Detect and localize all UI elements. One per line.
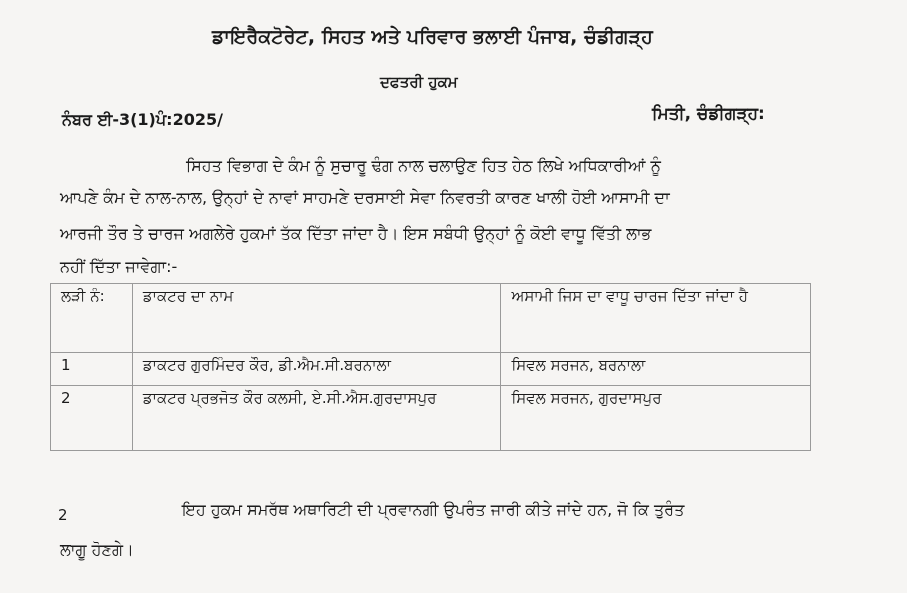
paragraph1-line: ਆਪਣੇ ਕੰਮ ਦੇ ਨਾਲ-ਨਾਲ, ਉਨ੍ਹਾਂ ਦੇ ਨਾਵਾਂ ਸਾਹਮਣੇ ਦਰਸਾਈ ਸੇਵਾ ਨਿਵਰਤੀ ਕਾਰਣ ਖਾਲੀ ਹੋਈ ਆਸਾਮੀ ਦਾ [60,188,670,207]
cell-serial: 2 [51,386,133,451]
date-label: ਮਿਤੀ, ਚੰਡੀਗੜ੍ਹ: [652,104,765,124]
table-row [51,386,811,451]
paragraph2-line: ਇਹ ਹੁਕਮ ਸਮਰੱਥ ਅਥਾਰਿਟੀ ਦੀ ਪ੍ਰਵਾਨਗੀ ਉਪਰੰਤ ਜਾਰੀ ਕੀਤੇ ਜਾਂਦੇ ਹਨ, ਜੋ ਕਿ ਤੁਰੰਤ [182,500,685,519]
cell-post: ਸਿਵਲ ਸਰਜਨ, ਗੁਰਦਾਸਪੁਰ [501,386,811,451]
officers-table [50,283,811,451]
cell-post: ਸਿਵਲ ਸਰਜਨ, ਬਰਨਾਲਾ [501,353,811,386]
table-header-row [51,284,811,353]
table-row [51,353,811,386]
paragraph2-number: 2 [58,506,68,524]
header-doctor-name: ਡਾਕਟਰ ਦਾ ਨਾਮ [132,284,501,353]
office-order-heading: ਦਫਤਰੀ ਹੁਕਮ [380,73,458,91]
paragraph1-line: ਸਿਹਤ ਵਿਭਾਗ ਦੇ ਕੰਮ ਨੂੰ ਸੁਚਾਰੂ ਢੰਗ ਨਾਲ ਚਲਾਉਣ ਹਿਤ ਹੇਠ ਲਿਖੇ ਅਧਿਕਾਰੀਆਂ ਨੂੰ [186,156,661,175]
directorate-title: ਡਾਇਰੈਕਟੋਰੇਟ, ਸਿਹਤ ਅਤੇ ਪਰਿਵਾਰ ਭਲਾਈ ਪੰਜਾਬ, ਚੰਡੀਗੜ੍ਹ [212,26,653,48]
paragraph1-line: ਆਰਜੀ ਤੌਰ ਤੇ ਚਾਰਜ ਅਗਲੇਰੇ ਹੁਕਮਾਂ ਤੱਕ ਦਿੱਤਾ ਜਾਂਦਾ ਹੈ। ਇਸ ਸਬੰਧੀ ਉਨ੍ਹਾਂ ਨੂੰ ਕੋਈ ਵਾਧੂ ਵਿੱਤੀ ਲਾਭ [60,224,652,243]
paragraph2-line: ਲਾਗੂ ਹੋਣਗੇ। [60,540,134,559]
header-serial: ਲੜੀ ਨੰ: [51,284,133,353]
paragraph1-line: ਨਹੀਂ ਦਿੱਤਾ ਜਾਵੇਗਾ:- [60,257,178,276]
reference-number: ਨੰਬਰ ਈ-3(1)ਪੰ:2025/ [62,110,223,129]
cell-doctor-name: ਡਾਕਟਰ ਗੁਰਮਿੰਦਰ ਕੌਰ, ਡੀ.ਐਮ.ਸੀ.ਬਰਨਾਲਾ [132,353,501,386]
cell-doctor-name: ਡਾਕਟਰ ਪ੍ਰਭਜੋਤ ਕੌਰ ਕਲਸੀ, ਏ.ਸੀ.ਐਸ.ਗੁਰਦਾਸਪੁਰ [132,386,501,451]
cell-serial: 1 [51,353,133,386]
header-post: ਅਸਾਮੀ ਜਿਸ ਦਾ ਵਾਧੂ ਚਾਰਜ ਦਿੱਤਾ ਜਾਂਦਾ ਹੈ [501,284,811,353]
